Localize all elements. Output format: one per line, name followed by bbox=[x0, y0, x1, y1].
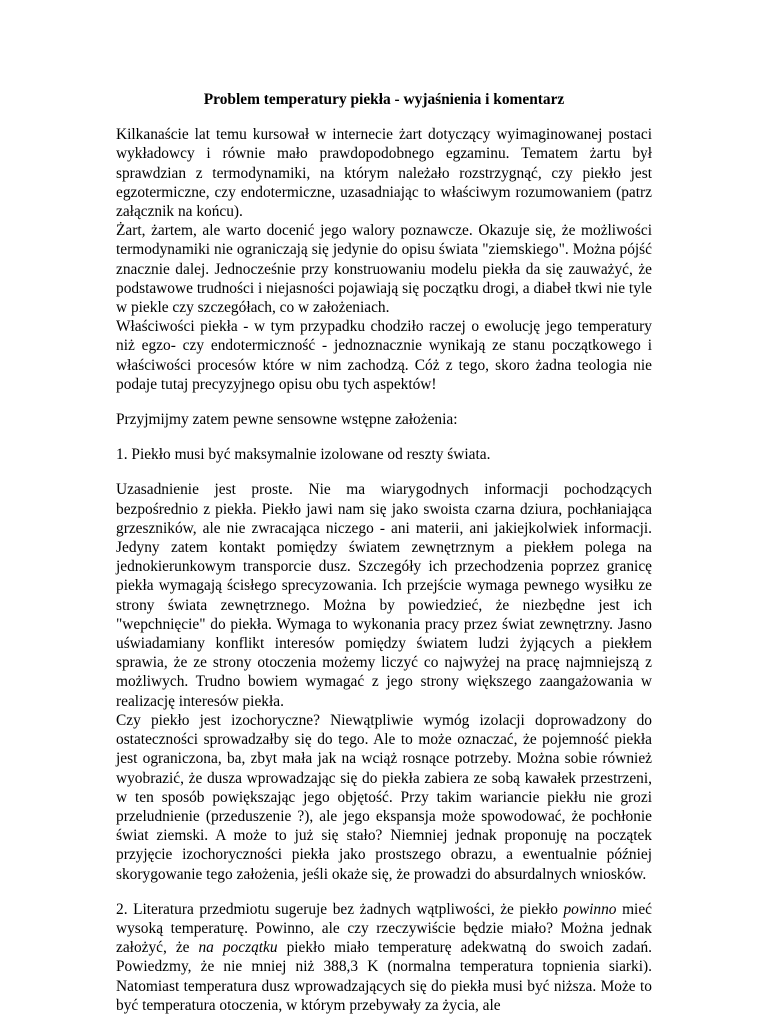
paragraph-justification: Uzasadnienie jest proste. Nie ma wiarygodnych informacji pochodzących bezpośrednio z piekła. Piekło jawi nam się jako swoista czarna dziura, pochłaniająca grzeszników, ale nie zwracająca niczego - ani materii, ani jakiejkolwiek informacji. Jedyny zatem kontakt pomiędzy światem zewnętrznym a piekłem polega na jednokierunkowym transporcie dusz. Szczegóły ich przechodzenia poprzez granicę piekła wymagają ścisłego sprecyzowania. Ich przejście wymaga pewnego wysiłku ze strony świata zewnętrznego. Można by powiedzieć, że niezbędne jest ich "wepchnięcie" do piekła. Wymaga to wykonania pracy przez świat zewnętrzny. Jasno uświadamiany konflikt interesów pomiędzy światem ludzi żyjących a piekłem sprawia, że ze strony otoczenia możemy liczyć co najwyżej na pracę najmniejszą z możliwych. Trudno bowiem wymagać z jego strony większego zaangażowania w realizację interesów piekła. bbox=[116, 481, 652, 710]
paragraph-point-2 bbox=[116, 900, 652, 1015]
point-2-emphasis-na-poczatku: na początku bbox=[198, 939, 278, 957]
paragraph-properties: Właściwości piekła - w tym przypadku chodziło raczej o ewolucję jego temperatury niż egzo- czy endotermiczność - jednoznacznie wynikają ze stanu początkowego i właściwości procesów które w nim zachodzą. Cóż z tego, skoro żadna teologia nie podaje tutaj precyzyjnego opisu obu tych aspektów! bbox=[116, 318, 652, 393]
point-2-emphasis-powinno: powinno bbox=[563, 900, 617, 918]
paragraph-joke: Żart, żartem, ale warto docenić jego walory poznawcze. Okazuje się, że możliwości termodynamiki nie ograniczają się jedynie do opisu świata "ziemskiego". Można pójść znacznie dalej. Jednocześnie przy konstruowaniu modelu piekła da się zauważyć, że podstawowe trudności i niejasności pojawiają się początku drogi, a diabeł tkwi nie tyle w piekle czy szczegółach, co w założeniach. bbox=[116, 222, 652, 317]
point-2-text-c: piekło miało temperaturę adekwatną do swoich zadań. Powiedzmy, że nie mniej niż 388,3 K (normalna temperatura topnienia siarki). Natomiast temperatura dusz wprowadzających się do piekła musi być niższa. Może to być temperatura otoczenia, w którym przebywały za życia, ale bbox=[116, 939, 653, 1014]
document-title: Problem temperatury piekła - wyjaśnienia i komentarz bbox=[203, 91, 565, 108]
paragraph-assumptions: Przyjmijmy zatem pewne sensowne wstępne założenia: bbox=[116, 411, 458, 429]
paragraph-isochoric: Czy piekło jest izochoryczne? Niewątpliwie wymóg izolacji doprowadzony do ostateczności sprowadzałby się do tego. Ale to może oznaczać, że pojemność piekła jest ograniczona, ba, zbyt mała jak na wciąż rosnące potrzeby. Można sobie również wyobrazić, że dusza wprowadzając się do piekła zabiera ze sobą kawałek przestrzeni, w ten sposób powiększając jego objętość. Przy takim wariancie piekłu nie grozi przeludnienie (przeduszenie ?), ale jego ekspansja może spowodować, że pochłonie świat ziemski. A może to już się stało? Niemniej jednak proponuję na początek przyjęcie izochoryczności piekła jako prostszego obrazu, a ewentualnie później skorygowanie tego założenia, jeśli okaże się, że prowadzi do absurdalnych wniosków. bbox=[116, 711, 652, 883]
point-2-text-b: mieć wysoką temperaturę. Powinno, ale czy rzeczywiście będzie miało? Można jednak założyć, że bbox=[116, 900, 652, 957]
paragraph-point-1: 1. Piekło musi być maksymalnie izolowane od reszty świata. bbox=[116, 446, 491, 464]
paragraph-intro: Kilkanaście lat temu kursował w internecie żart dotyczący wyimaginowanej postaci wykładowcy i równie mało prawdopodobnego egzaminu. Tematem żartu był sprawdzian z termodynamiki, na którym należało rozstrzygnąć, czy piekło jest egzotermiczne, czy endotermiczne, uzasadniając to właściwym rozumowaniem (patrz załącznik na końcu). bbox=[116, 126, 652, 221]
document-body bbox=[116, 90, 652, 1015]
point-2-text-a: 2. Literatura przedmiotu sugeruje bez żadnych wątpliwości, że piekło bbox=[116, 900, 564, 918]
